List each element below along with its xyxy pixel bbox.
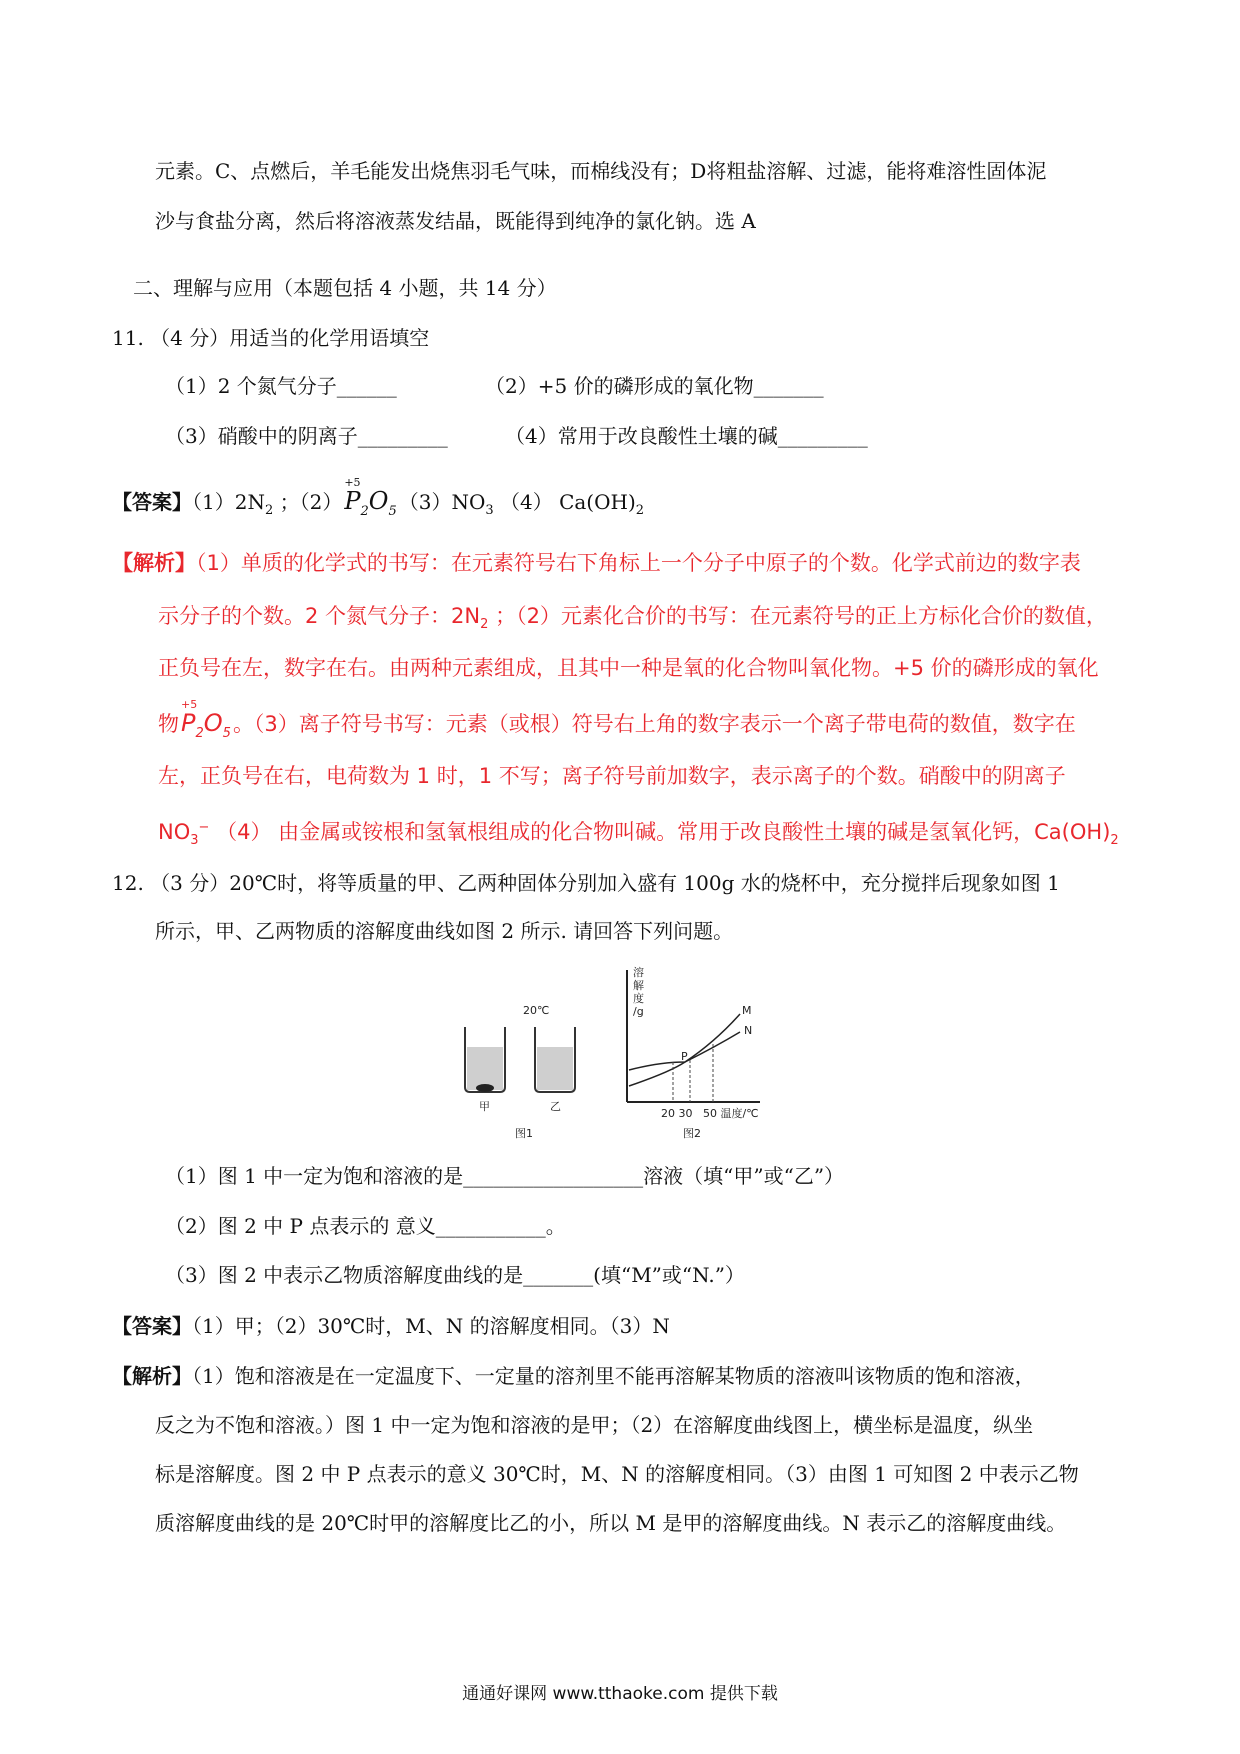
q12-part-3: （3）图 2 中表示乙物质溶解度曲线的是_______(填“M”或“N.”）: [165, 1263, 745, 1287]
q11-analysis-4: [158, 698, 1076, 747]
q11-analysis-3: 正负号在左，数字在右。由两种元素组成，且其中一种是氧的化合物叫氧化物。+5 价的磷形成的氧化: [158, 656, 1099, 680]
x-label: 50 温度/℃: [703, 1107, 759, 1120]
undissolved-solid: [476, 1084, 494, 1092]
answer-3: （3）NO: [398, 490, 486, 514]
q11-analysis-6: $NO_3^-$ （4） 由金属或铵根和氢氧根组成的化合物叫碱。常用于改良酸性土壤的碱是氢氧化钙，$Ca(OH)_2$: [158, 820, 1119, 849]
analysis-label: 【解析】: [112, 551, 196, 575]
analysis-text-2b: ；（2）元素化合价的书写：在元素符号的正上方标化合价的数值，: [488, 604, 1107, 628]
x-ticks: 20 30: [661, 1107, 693, 1120]
page-footer: 通通好课网 www.tthaoke.com 提供下载: [462, 1684, 778, 1704]
answer-4: （4） Ca(OH): [493, 490, 636, 514]
label-P: P: [681, 1050, 688, 1063]
section-heading: 二、理解与应用（本题包括 4 小题，共 14 分）: [133, 276, 557, 300]
analysis-text-4a: 物: [158, 712, 179, 736]
answer-label: 【答案】: [112, 490, 192, 514]
p2o5-formula-red: +5 $P_2O_5$: [181, 698, 231, 741]
continuation-line-2: 沙与食盐分离，然后将溶液蒸发结晶，既能得到纯净的氯化钠。选 A: [155, 209, 756, 233]
analysis-text-4b: 。（3）离子符号书写：元素（或根）符号右上角的数字表示一个离子带电荷的数值，数字在: [232, 712, 1076, 736]
label-N: N: [744, 1024, 753, 1037]
figure-temp-label: 20℃: [523, 1004, 550, 1017]
q11-part-3: （3）硝酸中的阴离子_________: [165, 424, 448, 448]
q12-part-2: （2）图 2 中 P 点表示的 意义___________。: [165, 1214, 566, 1238]
analysis-text-6b: （4） 由金属或铵根和氢氧根组成的化合物叫碱。常用于改良酸性土壤的碱是氢氧化钙，Ca(OH): [209, 820, 1111, 844]
p2o5-formula: +5 $P_2O_5$: [344, 476, 397, 519]
q12-part-1: （1）图 1 中一定为饱和溶液的是__________________溶液（填“甲”或“乙”）: [165, 1164, 845, 1188]
label-M: M: [742, 1004, 752, 1017]
beaker-jia-label: 甲: [479, 1100, 490, 1113]
ylabel-1: 溶: [633, 966, 644, 979]
analysis-text-1: （1）单质的化学式的书写：在元素符号右下角标上一个分子中原子的个数。化学式前边的数字表: [196, 551, 1081, 575]
q12-answer: [112, 1313, 670, 1339]
fig1-label: 图1: [515, 1127, 533, 1140]
q11-analysis-5: 左，正负号在右，电荷数为 1 时，1 不写；离子符号前加数字，表示离子的个数。硝酸中的阴离子: [158, 764, 1066, 788]
q11-part-4: （4）常用于改良酸性土壤的碱_________: [505, 424, 868, 448]
q12-stem-1: 12. （3 分）20℃时，将等质量的甲、乙两种固体分别加入盛有 100g 水的烧杯中，充分搅拌后现象如图 1: [112, 871, 1060, 895]
q12-analysis-3: 标是溶解度。图 2 中 P 点表示的意义 30℃时，M、N 的溶解度相同。（3）由图 1 可知图 2 中表示乙物: [155, 1462, 1079, 1486]
q11-part-1: （1）2 个氮气分子______: [165, 374, 397, 398]
fig2-label: 图2: [683, 1127, 701, 1140]
ylabel-3: 度: [633, 992, 644, 1005]
ylabel-2: 解: [633, 979, 644, 992]
q12-analysis-2: 反之为不饱和溶液。）图 1 中一定为饱和溶液的是甲；（2）在溶解度曲线图上，横坐标是温度，纵坐: [155, 1413, 1034, 1437]
q12-analysis-4: 质溶解度曲线的是 20℃时甲的溶解度比乙的小，所以 M 是甲的溶解度曲线。N 表示乙的溶解度曲线。: [155, 1511, 1067, 1535]
q12-answer-text: （1）甲；（2）30℃时，M、N 的溶解度相同。（3）N: [192, 1314, 670, 1338]
analysis-text-2a: 示分子的个数。2 个氮气分子：2N: [158, 604, 481, 628]
q11-analysis-1: [112, 550, 1081, 576]
answer-1: （1）2N: [192, 490, 265, 514]
beaker-yi-label: 乙: [550, 1100, 561, 1113]
q12-stem-2: 所示，甲、乙两物质的溶解度曲线如图 2 所示. 请回答下列问题。: [155, 919, 734, 943]
q11-stem: 11. （4 分）用适当的化学用语填空: [112, 326, 430, 350]
answer-2-prefix: ；（2）: [273, 490, 343, 514]
q11-analysis-2: 示分子的个数。2 个氮气分子：$2N_2$ ；（2）元素化合价的书写：在元素符号的正上方标化合价的数值，: [158, 604, 1107, 633]
q12-analysis-text-1: （1）饱和溶液是在一定温度下、一定量的溶剂里不能再溶解某物质的溶液叫该物质的饱和溶液，: [192, 1364, 1035, 1388]
q11-answer: 【答案】$(1)2N_2$ ；（2） +5 $P_2O_5$ $(3)NO_3$ （4） $Ca(OH)_2$: [112, 488, 644, 525]
continuation-line-1: 元素。C、点燃后，羊毛能发出烧焦羽毛气味，而棉线没有；D将粗盐溶解、过滤，能将难溶性固体泥: [155, 159, 1047, 183]
q12-analysis-1: [112, 1363, 1035, 1389]
q12-analysis-label: 【解析】: [112, 1364, 192, 1388]
analysis-text-6a: NO: [158, 820, 191, 844]
ylabel-4: /g: [633, 1005, 644, 1018]
q12-answer-label: 【答案】: [112, 1314, 192, 1338]
solubility-figure: [455, 962, 835, 1142]
q11-part-2: （2）+5 价的磷形成的氧化物_______: [485, 374, 824, 398]
